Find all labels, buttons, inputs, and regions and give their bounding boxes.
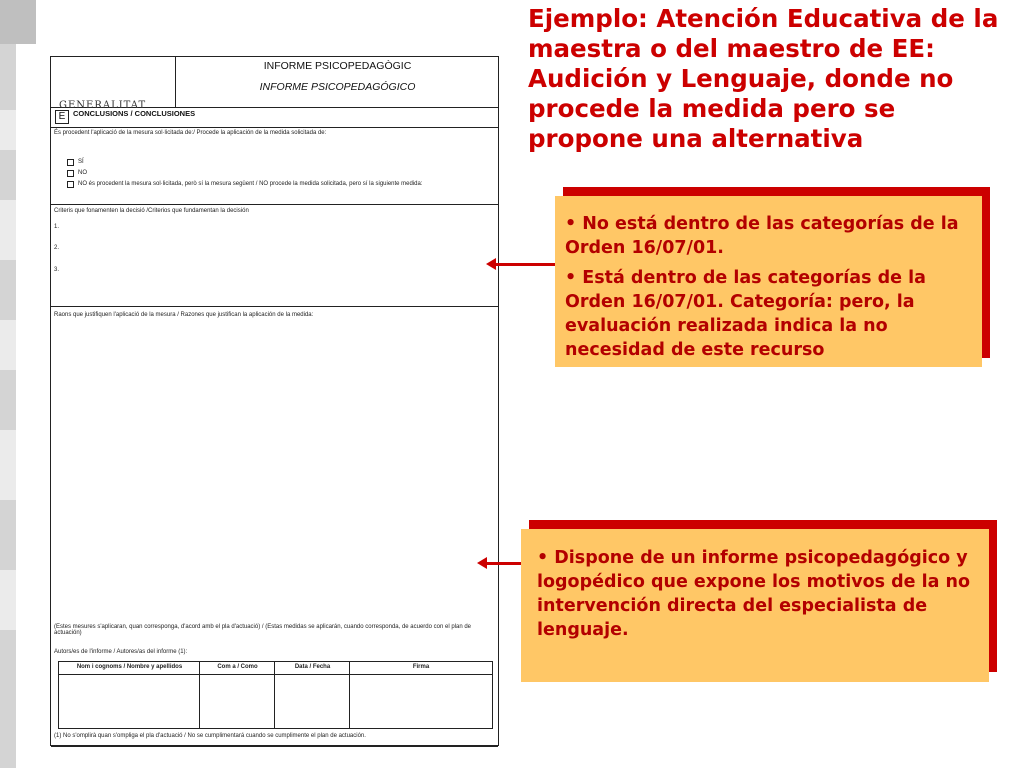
procede-section xyxy=(51,128,498,205)
col-header-role: Com a / Como xyxy=(217,664,258,670)
box1-item-1: • No está dentro de las categorías de la Orden 16/07/01. xyxy=(565,214,959,258)
header-title-es: INFORME PSICOPEDAGÓGICO xyxy=(259,81,416,93)
procede-label: És procedent l'aplicació de la mesura sol·licitada de:/ Procede la aplicación de la medida solicitada de: xyxy=(54,130,327,136)
measures-footnote: (Estes mesures s'aplicaran, quan corresponga, d'acord amb el pla d'actuació) / (Estas medidas se aplicarán, cuando corresponda, de acuerdo con el plan de actuación) xyxy=(54,624,472,636)
criteria-item: 3. xyxy=(54,267,60,273)
col-header-name: Nom i cognoms / Nombre y apellidos xyxy=(76,664,183,670)
col-header-signature: Firma xyxy=(412,664,430,670)
document-header xyxy=(51,57,498,108)
authors-label: Autors/es de l'informe / Autores/as del informe (1): xyxy=(54,649,188,655)
section-letter: E xyxy=(55,110,69,124)
checkbox-no[interactable] xyxy=(67,170,74,177)
table-column xyxy=(59,662,200,728)
criteria-item: 1. xyxy=(54,224,60,230)
report-document xyxy=(50,56,499,746)
reasons-label: Raons que justifiquen l'aplicació de la mesura / Razones que justifican la aplicación de la medida: xyxy=(54,312,314,318)
conclusions-header xyxy=(51,108,498,128)
white-margin xyxy=(16,44,36,768)
footnote-1: (1) No s'omplirà quan s'ompliga el pla d'actuació / No se cumplimentará cuando se cumplimente el plan de actuación. xyxy=(54,733,366,739)
criteria-section xyxy=(51,205,498,307)
box2-callout xyxy=(521,529,989,682)
slide-title: Ejemplo: Atención Educativa de la maestra o del maestro de EE: Audición y Lenguaje, donde no procede la medida pero se propone una alternativa xyxy=(528,4,999,153)
strip-top-block xyxy=(0,0,36,44)
arrow-to-reasons xyxy=(484,562,521,565)
col-header-date: Data / Fecha xyxy=(294,664,331,670)
option-no-label: NO xyxy=(78,170,87,176)
reasons-section xyxy=(51,307,498,747)
checkbox-alternative[interactable] xyxy=(67,181,74,188)
table-column xyxy=(200,662,275,728)
arrow-head-icon xyxy=(477,557,487,569)
generalitat-logo: GENERALITAT xyxy=(59,100,147,108)
checkbox-si[interactable] xyxy=(67,159,74,166)
option-si-label: SÍ xyxy=(78,159,84,165)
header-title-ca: INFORME PSICOPEDAGÒGIC xyxy=(263,60,412,72)
authors-table xyxy=(58,661,493,729)
conclusions-label: CONCLUSIONS / CONCLUSIONES xyxy=(73,109,196,118)
logo-cell xyxy=(51,57,176,108)
box1-callout xyxy=(555,196,982,367)
arrow-to-criteria xyxy=(493,263,555,266)
table-column xyxy=(275,662,350,728)
criteria-item: 2. xyxy=(54,245,60,251)
option-alternative-label: NO és procedent la mesura sol·licitada, però sí la mesura següent / NO procede la medida solicitada, pero sí la siguiente medida: xyxy=(78,181,423,187)
box1-item-2: • Está dentro de las categorías de la Orden 16/07/01. Categoría: pero, la evaluación realizada indica la no necesidad de este recurso xyxy=(565,268,926,360)
box2-item-1: • Dispone de un informe psicopedagógico y logopédico que expone los motivos de la no intervención directa del especialista de lenguaje. xyxy=(537,548,971,640)
arrow-head-icon xyxy=(486,258,496,270)
criteria-label: Criteris que fonamenten la decisió /Criterios que fundamentan la decisión xyxy=(54,208,249,214)
